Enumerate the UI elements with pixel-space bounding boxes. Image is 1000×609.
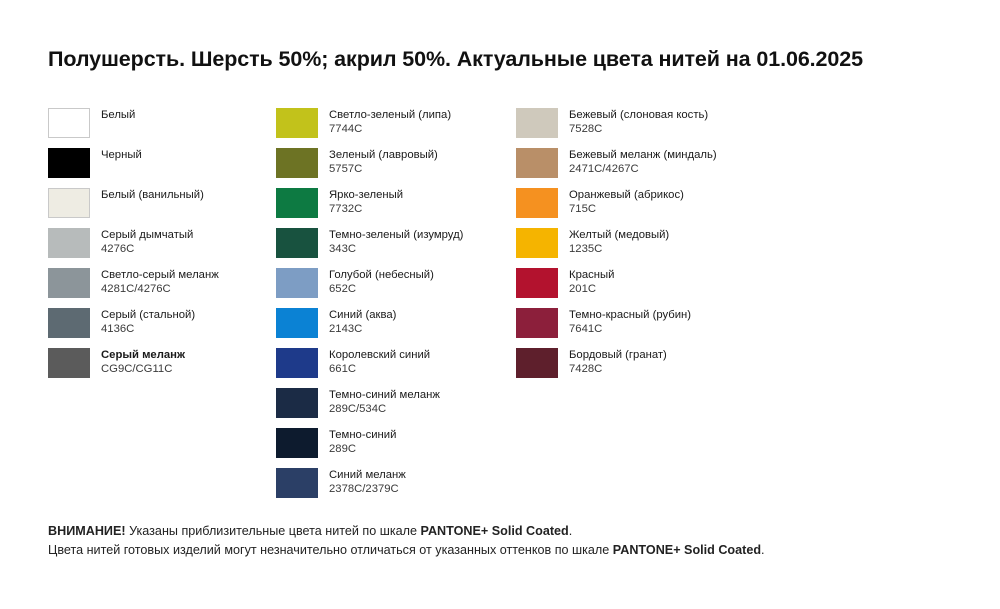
swatch-row <box>276 228 516 268</box>
swatch-text <box>558 148 717 176</box>
swatch-pantone-code: 5757C <box>329 162 363 175</box>
color-swatch <box>48 308 90 338</box>
swatch-text <box>318 148 438 176</box>
swatch-pantone-code: 7428C <box>569 362 603 375</box>
swatch-pantone-code: 343C <box>329 242 357 255</box>
swatch-name: Темно-синий меланж <box>329 389 440 401</box>
swatch-row <box>276 108 516 148</box>
color-swatch <box>276 468 318 498</box>
swatch-text <box>558 188 684 216</box>
swatch-pantone-code: 2471C/4267C <box>569 162 639 175</box>
swatch-pantone-code: 289C <box>329 442 357 455</box>
footer-line-2-text: Цвета нитей готовых изделий могут незначительно отличаться от указанных оттенков по шкале <box>48 543 613 557</box>
swatch-row <box>276 348 516 388</box>
color-swatch <box>516 308 558 338</box>
swatch-name: Темно-красный (рубин) <box>569 309 692 321</box>
swatch-row <box>276 308 516 348</box>
swatch-row <box>48 268 276 308</box>
swatch-row <box>48 348 276 388</box>
swatch-text <box>558 308 691 336</box>
swatch-pantone-code: 7744C <box>329 122 363 135</box>
footer-line-1-suffix: . <box>568 524 573 538</box>
swatch-name: Синий (аква) <box>329 309 397 321</box>
swatch-row <box>276 148 516 188</box>
swatch-row <box>276 468 516 508</box>
swatch-pantone-code: 1235C <box>569 242 603 255</box>
swatch-text <box>90 228 193 256</box>
swatch-text <box>558 228 669 256</box>
swatch-pantone-code: 7641C <box>569 322 603 335</box>
swatch-name: Светло-серый меланж <box>101 269 219 281</box>
swatch-row <box>48 308 276 348</box>
swatch-text <box>318 468 406 496</box>
swatch-columns <box>48 108 960 508</box>
color-swatch <box>516 108 558 138</box>
swatch-name: Бежевый меланж (миндаль) <box>569 149 717 161</box>
color-swatch <box>48 188 90 218</box>
color-swatch <box>516 188 558 218</box>
swatch-row <box>276 428 516 468</box>
swatch-pantone-code: 2378C/2379C <box>329 482 399 495</box>
swatch-pantone-code: 4281C/4276C <box>101 282 171 295</box>
swatch-name: Желтый (медовый) <box>569 229 670 241</box>
swatch-pantone-code: CG9C/CG11C <box>101 362 173 375</box>
swatch-row <box>48 228 276 268</box>
swatch-name: Бежевый (слоновая кость) <box>569 109 709 121</box>
swatch-name: Красный <box>569 269 615 281</box>
swatch-pantone-code: 715C <box>569 202 597 215</box>
swatch-text <box>318 188 403 216</box>
swatch-name: Голубой (небесный) <box>329 269 434 281</box>
color-swatch <box>276 148 318 178</box>
color-swatch <box>276 268 318 298</box>
swatch-text <box>90 188 204 203</box>
color-swatch <box>276 108 318 138</box>
footer-line-1-text: Указаны приблизительные цвета нитей по шкале <box>125 524 421 538</box>
swatch-pantone-code: 7528C <box>569 122 603 135</box>
swatch-text <box>90 148 142 163</box>
swatch-row <box>276 388 516 428</box>
swatch-text <box>318 428 396 456</box>
swatch-row <box>516 268 756 308</box>
color-swatch <box>276 348 318 378</box>
swatch-pantone-code: 652C <box>329 282 357 295</box>
swatch-name: Светло-зеленый (липа) <box>329 109 452 121</box>
swatch-name: Ярко-зеленый <box>329 189 404 201</box>
color-swatch <box>48 148 90 178</box>
swatch-row <box>516 148 756 188</box>
swatch-text <box>90 308 195 336</box>
swatch-row <box>516 348 756 388</box>
footer-line-1 <box>48 522 958 541</box>
swatch-name: Белый <box>101 109 136 121</box>
swatch-text <box>90 108 135 123</box>
swatch-pantone-code: 289C/534C <box>329 402 387 415</box>
swatch-row <box>276 268 516 308</box>
swatch-name: Серый дымчатый <box>101 229 194 241</box>
color-swatch <box>48 348 90 378</box>
footer-note <box>48 522 958 560</box>
swatch-text <box>318 108 451 136</box>
swatch-name: Королевский синий <box>329 349 431 361</box>
swatch-name: Черный <box>101 149 142 161</box>
swatch-text <box>558 268 614 296</box>
color-swatch <box>276 388 318 418</box>
color-swatch <box>516 228 558 258</box>
swatch-text <box>318 228 463 256</box>
swatch-row <box>516 108 756 148</box>
swatch-text <box>90 348 185 376</box>
swatch-pantone-code: 2143C <box>329 322 363 335</box>
page-title: Полушерсть. Шерсть 50%; акрил 50%. Актуальные цвета нитей на 01.06.2025 <box>48 47 863 71</box>
swatch-name: Темно-синий <box>329 429 397 441</box>
swatch-pantone-code: 201C <box>569 282 597 295</box>
color-swatch <box>516 148 558 178</box>
swatch-text <box>318 268 434 296</box>
color-swatch <box>48 268 90 298</box>
footer-line-1-pantone: PANTONE+ Solid Coated <box>420 524 569 538</box>
swatch-row <box>48 108 276 148</box>
swatch-pantone-code: 4136C <box>101 322 135 335</box>
swatch-name: Серый меланж <box>101 349 186 361</box>
color-swatch <box>276 188 318 218</box>
swatch-text <box>318 348 430 376</box>
footer-line-2 <box>48 541 958 560</box>
swatch-text <box>558 108 708 136</box>
swatch-name: Темно-зеленый (изумруд) <box>329 229 464 241</box>
swatch-text <box>90 268 219 296</box>
swatch-column-3 <box>516 108 756 508</box>
swatch-row <box>516 228 756 268</box>
swatch-pantone-code: 661C <box>329 362 357 375</box>
swatch-text <box>318 308 396 336</box>
swatch-name: Серый (стальной) <box>101 309 196 321</box>
color-swatch <box>276 228 318 258</box>
swatch-text <box>558 348 667 376</box>
swatch-row <box>48 148 276 188</box>
swatch-column-2 <box>276 108 516 508</box>
swatch-row <box>516 308 756 348</box>
swatch-name: Оранжевый (абрикос) <box>569 189 684 201</box>
swatch-row <box>276 188 516 228</box>
swatch-name: Белый (ванильный) <box>101 189 204 201</box>
swatch-pantone-code: 4276C <box>101 242 135 255</box>
color-swatch <box>48 108 90 138</box>
swatch-text <box>318 388 440 416</box>
swatch-name: Синий меланж <box>329 469 406 481</box>
swatch-row <box>48 188 276 228</box>
color-swatch <box>276 308 318 338</box>
color-swatch <box>516 348 558 378</box>
swatch-pantone-code: 7732C <box>329 202 363 215</box>
color-swatch <box>516 268 558 298</box>
swatch-name: Зеленый (лавровый) <box>329 149 438 161</box>
color-swatch <box>276 428 318 458</box>
footer-warning-label: ВНИМАНИЕ! <box>48 524 126 538</box>
color-swatch <box>48 228 90 258</box>
footer-line-2-suffix: . <box>761 543 765 557</box>
swatch-name: Бордовый (гранат) <box>569 349 667 361</box>
swatch-row <box>516 188 756 228</box>
footer-line-2-pantone: PANTONE+ Solid Coated <box>612 543 762 557</box>
swatch-column-1 <box>48 108 276 508</box>
